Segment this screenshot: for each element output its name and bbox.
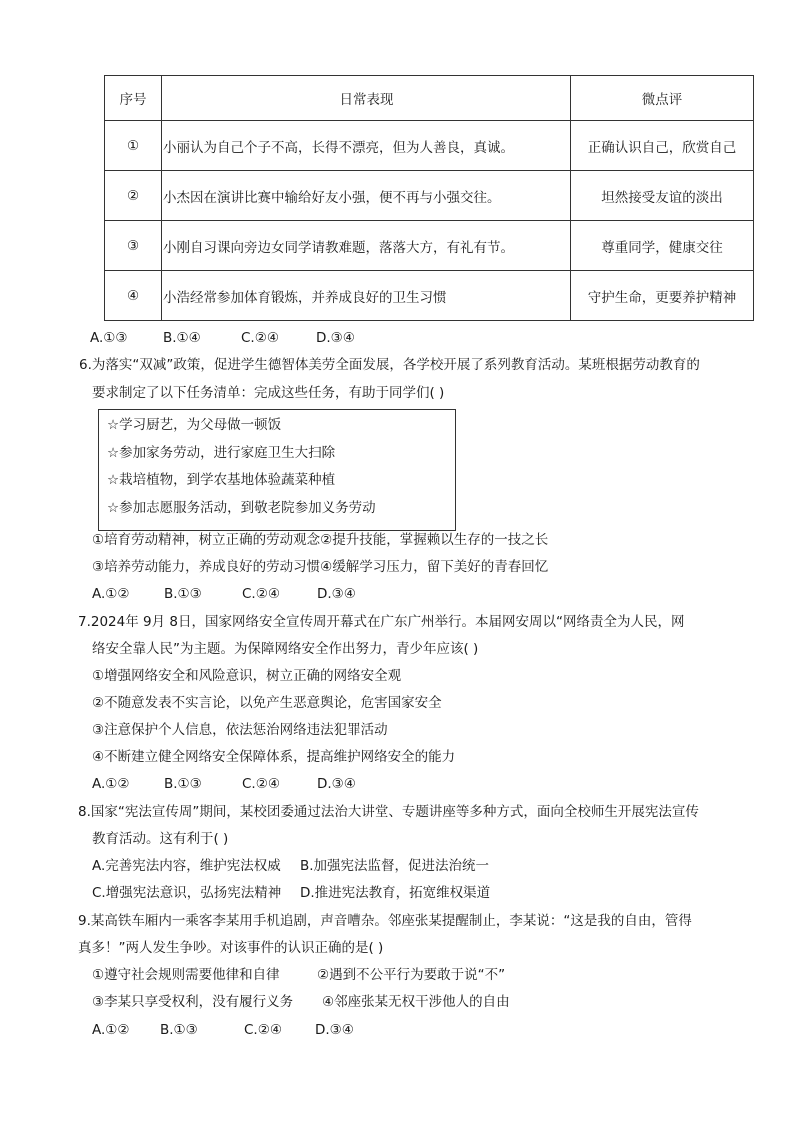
q6-task: ☆参加家务劳动，进行家庭卫生大扫除 — [107, 445, 336, 461]
q8-stem-line1: 8.国家“宪法宣传周”期间，某校团委通过法治大讲堂、专题讲座等多种方式，面向全校师生开展宪法宣传 — [78, 804, 699, 820]
q5-option-d[interactable]: D.③④ — [316, 330, 355, 346]
q8-stem-line2: 教育活动。这有利于( ) — [92, 831, 229, 847]
header-num: 序号 — [105, 76, 162, 121]
q6-task: ☆栽培植物，到学农基地体验蔬菜种植 — [107, 472, 336, 488]
table-row — [105, 171, 754, 221]
q6-statements-2: ③培养劳动能力，养成良好的劳动习惯④缓解学习压力，留下美好的青春回忆 — [92, 559, 549, 575]
q9-option-d[interactable]: D.③④ — [315, 1022, 354, 1038]
q6-task: ☆学习厨艺，为父母做一顿饭 — [107, 417, 282, 433]
q7-statement: ③注意保护个人信息，依法惩治网络违法犯罪活动 — [92, 722, 388, 738]
row-review: 守护生命，更要养护精神 — [571, 271, 754, 321]
q6-statements-1: ①培育劳动精神，树立正确的劳动观念②提升技能，掌握赖以生存的一技之长 — [92, 532, 549, 548]
q6-task-list — [98, 409, 456, 531]
table-row — [105, 271, 754, 321]
behavior-table — [104, 75, 754, 321]
row-review: 尊重同学，健康交往 — [571, 221, 754, 271]
q6-task: ☆参加志愿服务活动，到敬老院参加义务劳动 — [107, 500, 376, 516]
q6-option-b[interactable]: B.①③ — [164, 586, 202, 602]
row-review: 坦然接受友谊的淡出 — [571, 171, 754, 221]
q7-statement: ①增强网络安全和风险意识，树立正确的网络安全观 — [92, 668, 402, 684]
q7-option-c[interactable]: C.②④ — [242, 776, 280, 792]
q5-option-a[interactable]: A.①③ — [90, 330, 128, 346]
q9-statements-12 — [92, 966, 505, 984]
q6-stem-line1: 6.为落实“双减”政策，促进学生德智体美劳全面发展，各学校开展了系列教育活动。某班根据劳动教育的 — [79, 357, 700, 373]
q8-options-cd — [92, 884, 490, 902]
q7-options — [92, 775, 356, 793]
q8-options-ab — [92, 857, 489, 875]
q7-option-d[interactable]: D.③④ — [317, 776, 356, 792]
q5-option-c[interactable]: C.②④ — [241, 330, 279, 346]
q7-stem-line2: 络安全靠人民”为主题。为保障网络安全作出努力，青少年应该( ) — [92, 641, 479, 657]
q5-options — [90, 329, 355, 347]
q6-option-a[interactable]: A.①② — [92, 586, 130, 602]
q9-statements-34 — [92, 993, 510, 1011]
q7-statement: ④不断建立健全网络安全保障体系，提高维护网络安全的能力 — [92, 749, 456, 765]
header-performance: 日常表现 — [162, 76, 571, 121]
table-row — [105, 121, 754, 171]
q9-statement-1: ①遵守社会规则需要他律和自律 — [92, 967, 280, 983]
q6-options — [92, 585, 356, 603]
row-num: ② — [105, 171, 162, 221]
q5-option-b[interactable]: B.①④ — [163, 330, 201, 346]
q9-statement-4: ④邻座张某无权干涉他人的自由 — [322, 994, 510, 1010]
q7-option-b[interactable]: B.①③ — [164, 776, 202, 792]
q9-stem-line2: 真多！”两人发生争吵。对该事件的认识正确的是( ) — [78, 940, 384, 956]
q9-option-c[interactable]: C.②④ — [244, 1022, 282, 1038]
q6-option-d[interactable]: D.③④ — [317, 586, 356, 602]
q8-option-a[interactable]: A.完善宪法内容，维护宪法权威 — [92, 858, 281, 874]
q9-option-b[interactable]: B.①③ — [160, 1022, 198, 1038]
q6-stem-line2: 要求制定了以下任务清单：完成这些任务，有助于同学们( ) — [92, 385, 445, 401]
table-header-row — [105, 76, 754, 121]
row-num: ③ — [105, 221, 162, 271]
q8-option-d[interactable]: D.推进宪法教育，拓宽维权渠道 — [300, 885, 491, 901]
q9-statement-2: ②遇到不公平行为要敢于说“不” — [317, 967, 506, 983]
q9-options — [92, 1021, 354, 1039]
q7-stem-line1: 7.2024年 9月 8日，国家网络安全宣传周开幕式在广东广州举行。本届网安周以“网络责全为人民，网 — [78, 614, 685, 630]
row-num: ① — [105, 121, 162, 171]
q9-option-a[interactable]: A.①② — [92, 1022, 130, 1038]
q8-option-c[interactable]: C.增强宪法意识，弘扬宪法精神 — [92, 885, 282, 901]
row-performance: 小杰因在演讲比赛中输给好友小强，便不再与小强交往。 — [162, 171, 571, 221]
q7-option-a[interactable]: A.①② — [92, 776, 130, 792]
row-review: 正确认识自己，欣赏自己 — [571, 121, 754, 171]
row-performance: 小浩经常参加体育锻炼，并养成良好的卫生习惯 — [162, 271, 571, 321]
q7-statement: ②不随意发表不实言论，以免产生恶意舆论，危害国家安全 — [92, 695, 442, 711]
q9-stem-line1: 9.某高铁车厢内一乘客李某用手机追剧，声音嘈杂。邻座张某提醒制止，李某说：“这是我的自由，管得 — [78, 913, 692, 929]
row-num: ④ — [105, 271, 162, 321]
header-review: 微点评 — [571, 76, 754, 121]
table-row — [105, 221, 754, 271]
q8-option-b[interactable]: B.加强宪法监督，促进法治统一 — [300, 858, 490, 874]
row-performance: 小刚自习课向旁边女同学请教难题，落落大方，有礼有节。 — [162, 221, 571, 271]
q9-statement-3: ③李某只享受权利，没有履行义务 — [92, 994, 294, 1010]
row-performance: 小丽认为自己个子不高，长得不漂亮，但为人善良，真诚。 — [162, 121, 571, 171]
q6-option-c[interactable]: C.②④ — [242, 586, 280, 602]
